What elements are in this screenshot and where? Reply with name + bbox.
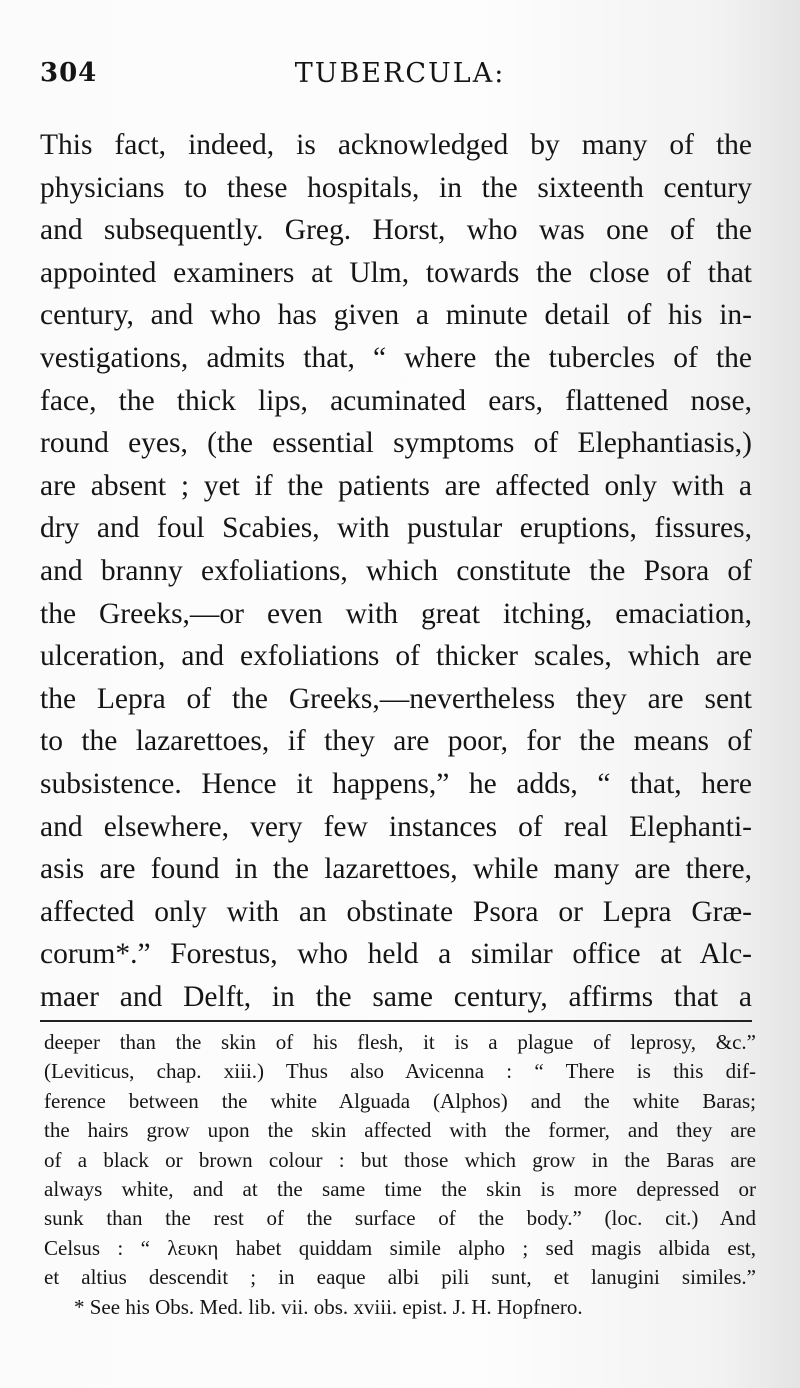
note-line: Celsus : “ λευκη habet quiddam simile alpho ; sed magis albida est, — [44, 1235, 756, 1260]
notes-block — [44, 1028, 756, 1322]
page-number: 304 — [40, 58, 98, 88]
text-line: and branny exfoliations, which constitute the Psora of — [40, 554, 752, 587]
main-text — [40, 124, 752, 1018]
text-line: corum*.” Forestus, who held a similar office at Alc- — [40, 938, 752, 971]
text-line: dry and foul Scabies, with pustular eruptions, fissures, — [40, 512, 752, 545]
text-line: and elsewhere, very few instances of real Elephanti- — [40, 810, 752, 843]
text-line: physicians to these hospitals, in the sixteenth century — [40, 171, 752, 204]
note-line: et altius descendit ; in eaque albi pili sunt, et lanugini similes.” — [44, 1265, 756, 1290]
text-line: are absent ; yet if the patients are affected only with a — [40, 469, 752, 502]
note-line: sunk than the rest of the surface of the body.” (loc. cit.) And — [44, 1206, 756, 1231]
text-line: maer and Delft, in the same century, affirms that a — [40, 980, 752, 1013]
note-line: ference between the white Alguada (Alphos) and the white Baras; — [44, 1088, 756, 1113]
note-line: of a black or brown colour : but those which grow in the Baras are — [44, 1147, 756, 1172]
running-title: TUBERCULA: — [294, 58, 506, 89]
text-line: face, the thick lips, acuminated ears, flattened nose, — [40, 384, 752, 417]
text-line: vestigations, admits that, “ where the tubercles of the — [40, 341, 752, 374]
text-line: This fact, indeed, is acknowledged by many of the — [40, 129, 752, 161]
text-line: century, and who has given a minute detail of his in- — [40, 299, 752, 332]
text-line: to the lazarettoes, if they are poor, for the means of — [40, 725, 752, 758]
note-line: (Leviticus, chap. xiii.) Thus also Avicenna : “ There is this dif- — [44, 1059, 756, 1084]
text-line: affected only with an obstinate Psora or Lepra Græ- — [40, 895, 752, 928]
text-line: the Lepra of the Greeks,—nevertheless they are sent — [40, 682, 752, 715]
text-line: and subsequently. Greg. Horst, who was one of the — [40, 214, 752, 247]
page-header — [40, 58, 760, 98]
text-line: the Greeks,—or even with great itching, emaciation, — [40, 597, 752, 630]
note-line: always white, and at the same time the skin is more depressed or — [44, 1176, 756, 1201]
text-line: round eyes, (the essential symptoms of Elephantiasis,) — [40, 427, 752, 460]
text-line: asis are found in the lazarettoes, while many are there, — [40, 853, 752, 886]
text-line: appointed examiners at Ulm, towards the close of that — [40, 256, 752, 289]
text-line: subsistence. Hence it happens,” he adds, “ that, here — [40, 767, 752, 800]
footnote-divider — [40, 1020, 752, 1022]
note-line: deeper than the skin of his flesh, it is a plague of leprosy, &c.” — [44, 1030, 756, 1054]
footnote: * See his Obs. Med. lib. vii. obs. xviii. epist. J. H. Hopfnero. — [74, 1294, 583, 1319]
note-line: the hairs grow upon the skin affected with the former, and they are — [44, 1118, 756, 1143]
text-line: ulceration, and exfoliations of thicker scales, which are — [40, 640, 752, 673]
